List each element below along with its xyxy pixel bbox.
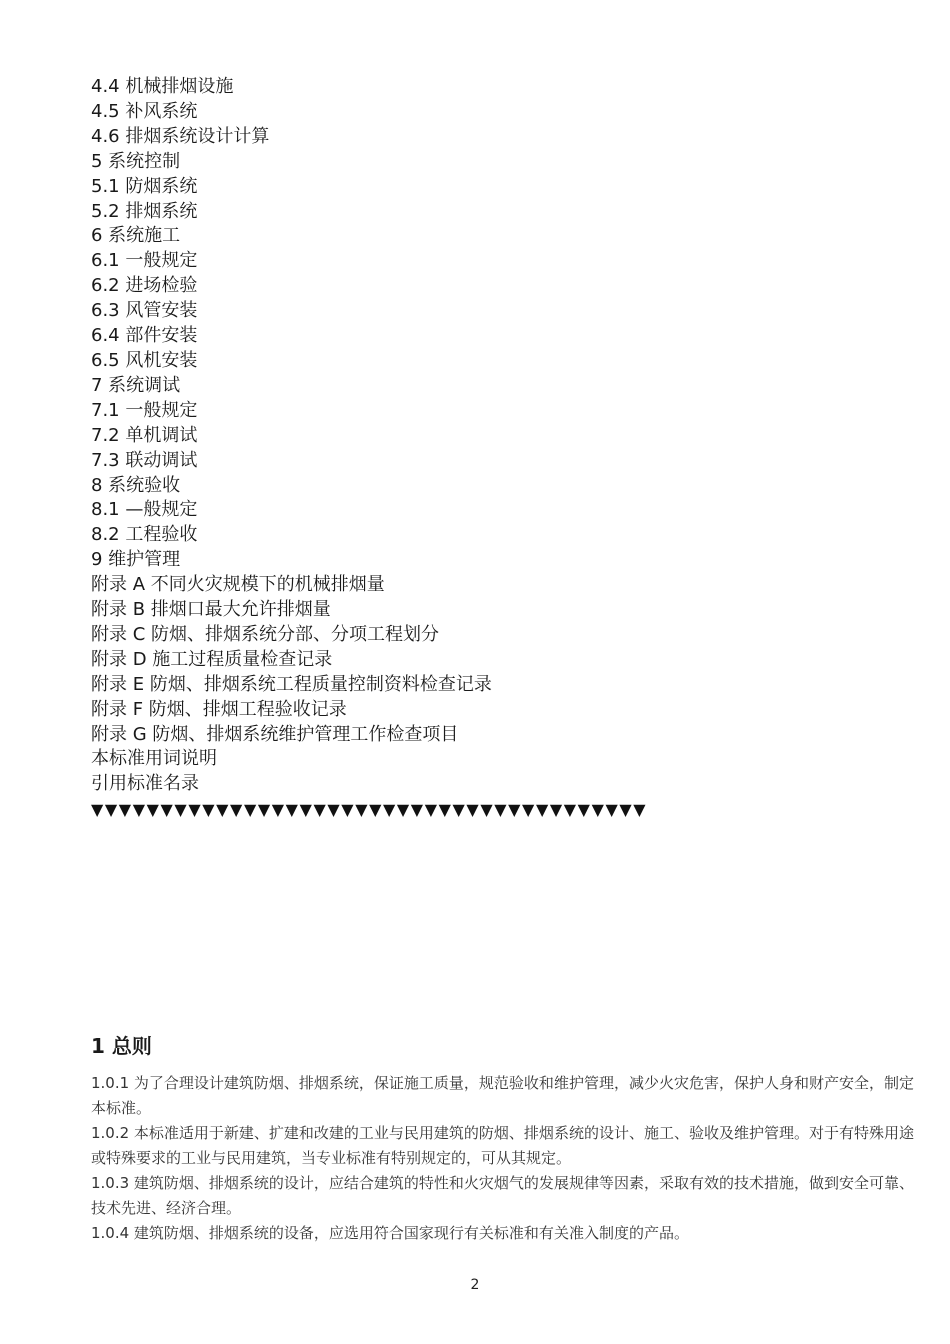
toc-item: 5.1 防烟系统 bbox=[91, 175, 198, 197]
toc-item: 7.1 一般规定 bbox=[91, 399, 198, 421]
toc-item: 附录 C 防烟、排烟系统分部、分项工程划分 bbox=[91, 623, 440, 645]
toc-item: 附录 F 防烟、排烟工程验收记录 bbox=[91, 698, 347, 720]
clause-paragraph: 1.0.3 建筑防烟、排烟系统的设计，应结合建筑的特性和火灾烟气的发展规律等因素，采取有效的技术措施，做到安全可靠、技术先进、经济合理。 bbox=[91, 1174, 914, 1217]
chapter-body bbox=[91, 1071, 921, 1246]
toc-item: 9 维护管理 bbox=[91, 549, 181, 571]
toc-item: 引用标准名录 bbox=[91, 773, 199, 795]
table-of-contents bbox=[91, 75, 492, 797]
toc-item: 6.4 部件安装 bbox=[91, 325, 198, 347]
toc-item: 6.3 风管安装 bbox=[91, 300, 198, 322]
toc-item: 4.4 机械排烟设施 bbox=[91, 76, 234, 97]
chapter-title: 1 总则 bbox=[91, 1034, 152, 1058]
toc-item: 8 系统验收 bbox=[91, 474, 181, 496]
toc-item: 8.1 —般规定 bbox=[91, 499, 198, 521]
toc-item: 6.2 进场检验 bbox=[91, 275, 198, 297]
toc-item: 附录 A 不同火灾规模下的机械排烟量 bbox=[91, 574, 385, 596]
triangle-divider: ▼▼▼▼▼▼▼▼▼▼▼▼▼▼▼▼▼▼▼▼▼▼▼▼▼▼▼▼▼▼▼▼▼▼▼▼▼▼▼▼ bbox=[91, 800, 648, 819]
toc-item: 8.2 工程验收 bbox=[91, 524, 198, 546]
page-number: 2 bbox=[470, 1277, 480, 1293]
toc-item: 附录 E 防烟、排烟系统工程质量控制资料检查记录 bbox=[91, 673, 492, 695]
toc-item: 6.5 风机安装 bbox=[91, 349, 198, 371]
toc-item: 5 系统控制 bbox=[91, 150, 181, 172]
toc-item: 7 系统调试 bbox=[91, 374, 181, 396]
clause-paragraph: 1.0.1 为了合理设计建筑防烟、排烟系统，保证施工质量，规范验收和维护管理，减少火灾危害，保护人身和财产安全，制定本标准。 bbox=[91, 1074, 914, 1117]
toc-item: 7.2 单机调试 bbox=[91, 424, 198, 446]
toc-item: 附录 B 排烟口最大允许排烟量 bbox=[91, 599, 331, 621]
toc-item: 4.5 补风系统 bbox=[91, 100, 198, 122]
toc-item: 6.1 一般规定 bbox=[91, 250, 198, 272]
clause-paragraph: 1.0.2 本标准适用于新建、扩建和改建的工业与民用建筑的防烟、排烟系统的设计、施工、验收及维护管理。对于有特殊用途或特殊要求的工业与民用建筑，当专业标准有特别规定的，可从其规定。 bbox=[91, 1124, 914, 1167]
clause-paragraph: 1.0.4 建筑防烟、排烟系统的设备，应选用符合国家现行有关标准和有关准入制度的产品。 bbox=[91, 1224, 689, 1242]
toc-item: 4.6 排烟系统设计计算 bbox=[91, 125, 270, 147]
toc-item: 附录 G 防烟、排烟系统维护管理工作检查项目 bbox=[91, 723, 459, 745]
toc-item: 5.2 排烟系统 bbox=[91, 200, 198, 222]
toc-item: 附录 D 施工过程质量检查记录 bbox=[91, 648, 333, 670]
toc-item: 7.3 联动调试 bbox=[91, 449, 198, 471]
toc-item: 6 系统施工 bbox=[91, 225, 181, 247]
toc-item: 本标准用词说明 bbox=[91, 748, 217, 770]
